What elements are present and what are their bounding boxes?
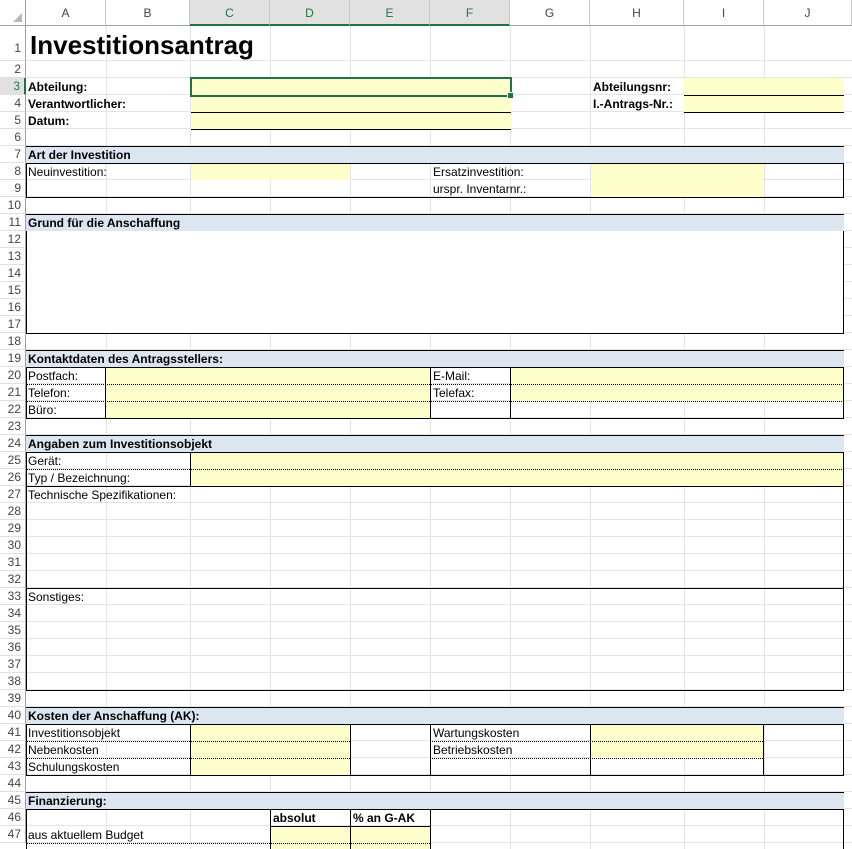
section-title-art: Art der Investition xyxy=(28,148,131,162)
label-inventarnr: urspr. Inventarnr.: xyxy=(433,182,527,196)
row-header[interactable]: 18 xyxy=(0,333,26,350)
label-datum: Datum: xyxy=(28,114,70,128)
row-header[interactable]: 42 xyxy=(0,741,26,758)
row-header[interactable]: 40 xyxy=(0,707,26,724)
column-header[interactable]: J xyxy=(764,0,852,26)
row-header[interactable]: 32 xyxy=(0,571,26,588)
section-header-art xyxy=(26,146,844,164)
dotted-divider xyxy=(26,469,844,470)
underline xyxy=(684,112,844,113)
column-header[interactable]: H xyxy=(590,0,684,26)
column-header[interactable]: A xyxy=(26,0,106,26)
label-abteilungsnr: Abteilungsnr: xyxy=(593,80,671,94)
row-header[interactable]: 43 xyxy=(0,758,26,775)
input-postfach-area[interactable] xyxy=(106,368,430,418)
label-verantwortlicher: Verantwortlicher: xyxy=(28,97,127,111)
row-header[interactable]: 22 xyxy=(0,401,26,418)
row-header[interactable]: 21 xyxy=(0,384,26,401)
row-header[interactable]: 15 xyxy=(0,282,26,299)
input-ersatzinvestition[interactable] xyxy=(591,164,763,197)
divider xyxy=(350,724,351,776)
divider xyxy=(190,724,191,776)
input-neuinvestition[interactable] xyxy=(191,164,350,180)
label-abteilung: Abteilung: xyxy=(28,80,88,94)
row-header[interactable]: 23 xyxy=(0,418,26,435)
row-header[interactable]: 13 xyxy=(0,248,26,265)
row-header[interactable]: 46 xyxy=(0,809,26,826)
label-prozent: % an G-AK xyxy=(353,811,416,825)
row-header[interactable]: 34 xyxy=(0,605,26,622)
label-typ: Typ / Bezeichnung: xyxy=(28,471,131,485)
row-header[interactable]: 2 xyxy=(0,61,26,78)
column-header[interactable]: F xyxy=(430,0,510,26)
divider xyxy=(763,724,764,776)
row-header[interactable]: 31 xyxy=(0,554,26,571)
section-title-grund: Grund für die Anschaffung xyxy=(28,216,181,230)
row-header[interactable]: 44 xyxy=(0,775,26,792)
row-header[interactable]: 1 xyxy=(0,26,26,61)
row-header[interactable]: 17 xyxy=(0,316,26,333)
column-header[interactable]: I xyxy=(684,0,764,26)
label-wartungskosten: Wartungskosten xyxy=(433,726,520,740)
section-title-finanz: Finanzierung: xyxy=(28,794,107,808)
column-header[interactable]: G xyxy=(510,0,590,26)
label-ersatzinvestition: Ersatzinvestition: xyxy=(433,165,524,179)
label-buero: Büro: xyxy=(28,403,57,417)
divider xyxy=(430,724,431,776)
column-header[interactable]: E xyxy=(350,0,430,26)
row-header[interactable]: 19 xyxy=(0,350,26,367)
section-title-objekt: Angaben zum Investitionsobjekt xyxy=(28,437,213,451)
label-budget: aus aktuellem Budget xyxy=(28,828,144,842)
column-header[interactable]: C xyxy=(190,0,270,26)
gridline xyxy=(26,825,852,826)
underline xyxy=(191,129,511,130)
label-spezifikationen: Technische Spezifikationen: xyxy=(28,488,177,502)
row-header[interactable]: 9 xyxy=(0,180,26,197)
row-header[interactable]: 6 xyxy=(0,129,26,146)
divider xyxy=(510,367,511,419)
row-header[interactable]: 24 xyxy=(0,435,26,452)
divider xyxy=(105,367,106,419)
row-header[interactable]: 41 xyxy=(0,724,26,741)
section-header-finanz xyxy=(26,792,844,810)
row-header[interactable]: 20 xyxy=(0,367,26,384)
row-header[interactable]: 26 xyxy=(0,469,26,486)
row-header[interactable]: 8 xyxy=(0,163,26,180)
label-telefon: Telefon: xyxy=(28,386,71,400)
label-sonstiges: Sonstiges: xyxy=(28,590,85,604)
row-header[interactable]: 45 xyxy=(0,792,26,809)
row-header[interactable]: 39 xyxy=(0,690,26,707)
row-header[interactable]: 30 xyxy=(0,537,26,554)
divider xyxy=(430,809,431,849)
label-betriebskosten: Betriebskosten xyxy=(433,743,513,757)
row-header[interactable]: 35 xyxy=(0,622,26,639)
row-header[interactable]: 16 xyxy=(0,299,26,316)
divider xyxy=(590,724,591,776)
row-header[interactable]: 37 xyxy=(0,656,26,673)
select-all-corner[interactable] xyxy=(0,0,26,26)
underline xyxy=(684,95,844,96)
label-schulungskosten: Schulungskosten xyxy=(28,760,120,774)
row-header[interactable]: 33 xyxy=(0,588,26,605)
label-investitionsobjekt: Investitionsobjekt xyxy=(28,726,121,740)
divider xyxy=(843,809,844,849)
row-header[interactable]: 27 xyxy=(0,486,26,503)
underline xyxy=(191,112,511,113)
section-title-kosten: Kosten der Anschaffung (AK): xyxy=(28,709,200,723)
row-header[interactable]: 47 xyxy=(0,826,26,843)
sheet-title: Investitionsantrag xyxy=(30,30,254,60)
row-header[interactable]: 3 xyxy=(0,78,26,95)
row-header[interactable]: 28 xyxy=(0,503,26,520)
label-geraet: Gerät: xyxy=(28,454,62,468)
label-nebenkosten: Nebenkosten xyxy=(28,743,99,757)
row-header[interactable]: 4 xyxy=(0,95,26,112)
row-header[interactable]: 11 xyxy=(0,214,26,231)
active-cell-selection[interactable] xyxy=(190,77,512,97)
label-absolut: absolut xyxy=(273,811,316,825)
label-email: E-Mail: xyxy=(433,369,471,383)
row-header[interactable]: 14 xyxy=(0,265,26,282)
row-header[interactable]: 12 xyxy=(0,231,26,248)
row-header[interactable]: 25 xyxy=(0,452,26,469)
row-header[interactable]: 10 xyxy=(0,197,26,214)
textarea-sonstiges[interactable] xyxy=(26,588,844,691)
row-header[interactable]: 29 xyxy=(0,520,26,537)
row-header[interactable]: 7 xyxy=(0,146,26,163)
label-antragsnr: I.-Antrags-Nr.: xyxy=(593,97,674,111)
row-header[interactable]: 38 xyxy=(0,673,26,690)
section-title-kontakt: Kontaktdaten des Antragsstellers: xyxy=(28,352,223,366)
row-header[interactable]: 36 xyxy=(0,639,26,656)
textarea-grund[interactable] xyxy=(26,231,844,334)
input-kosten-left[interactable] xyxy=(191,725,350,775)
column-header[interactable]: D xyxy=(270,0,350,26)
label-telefax: Telefax: xyxy=(433,386,475,400)
column-header[interactable]: B xyxy=(106,0,190,26)
label-neuinvestition: Neuinvestition: xyxy=(28,165,107,179)
label-postfach: Postfach: xyxy=(28,369,79,383)
divider xyxy=(430,367,431,419)
row-header[interactable]: 5 xyxy=(0,112,26,129)
